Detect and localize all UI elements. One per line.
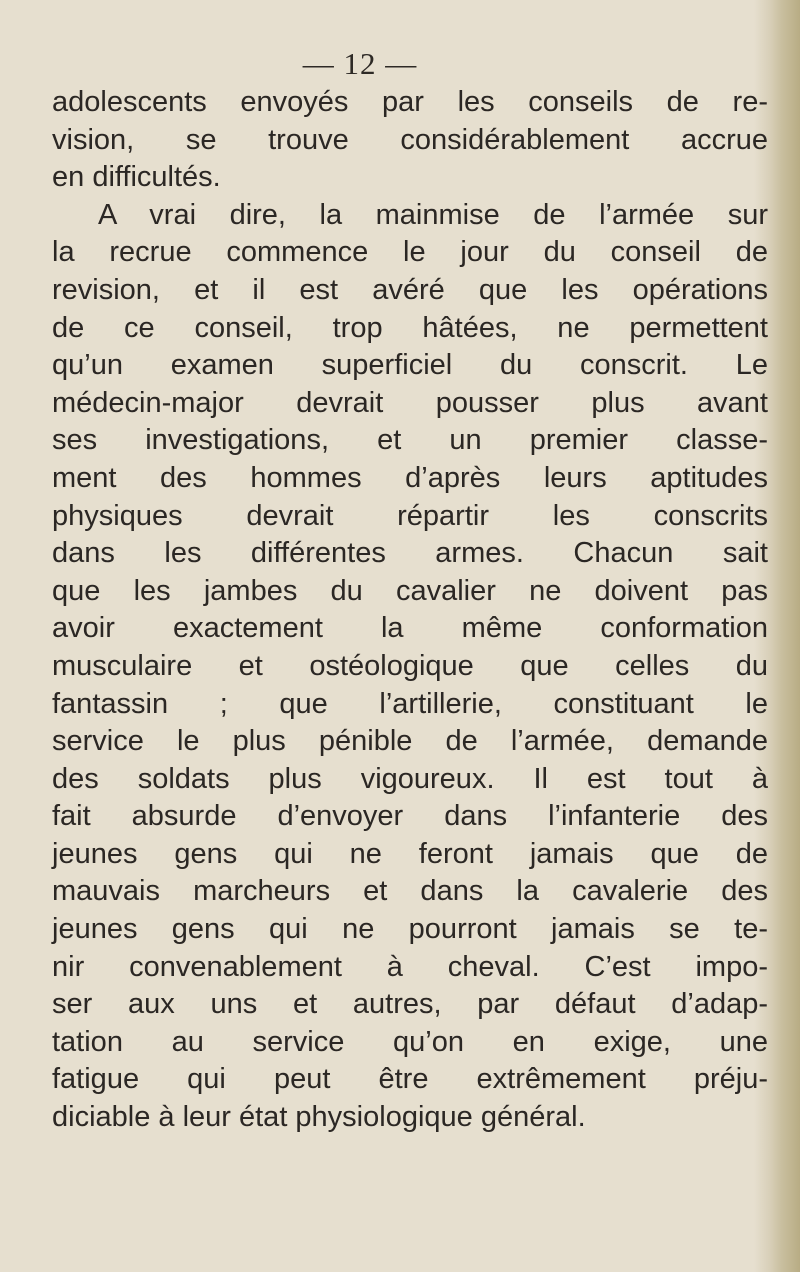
text-line: fantassin ; que l’artillerie, constituant le <box>52 687 768 720</box>
text-line: vision, se trouve considérablement accrue <box>52 123 768 156</box>
text-line: des soldats plus vigoureux. Il est tout à <box>52 762 768 795</box>
text-line: en difficultés. <box>52 161 221 194</box>
text-line: fatigue qui peut être extrêmement préju- <box>52 1063 768 1096</box>
text-line: physiques devrait répartir les conscrits <box>52 499 768 532</box>
text-line: avoir exactement la même conformation <box>52 612 768 645</box>
text-line: fait absurde d’envoyer dans l’infanterie des <box>52 800 768 833</box>
text-line: dans les différentes armes. Chacun sait <box>52 537 768 570</box>
text-line: revision, et il est avéré que les opérations <box>52 273 768 306</box>
text-line: jeunes gens qui ne feront jamais que de <box>52 837 768 870</box>
text-line: musculaire et ostéologique que celles du <box>52 649 768 682</box>
text-line: mauvais marcheurs et dans la cavalerie des <box>52 875 768 908</box>
text-line: adolescents envoyés par les conseils de re- <box>52 86 768 118</box>
text-line: qu’un examen superficiel du conscrit. Le <box>52 349 768 382</box>
text-line: que les jambes du cavalier ne doivent pas <box>52 574 768 607</box>
text-line: la recrue commence le jour du conseil de <box>52 236 768 269</box>
text-line: A vrai dire, la mainmise de l’armée sur <box>98 198 768 231</box>
text-line: diciable à leur état physiologique général. <box>52 1101 586 1134</box>
text-line: service le plus pénible de l’armée, demande <box>52 725 768 758</box>
text-line: de ce conseil, trop hâtées, ne permettent <box>52 311 768 344</box>
text-line: ment des hommes d’après leurs aptitudes <box>52 461 768 494</box>
text-line: ser aux uns et autres, par défaut d’adap- <box>52 988 768 1021</box>
text-line: ses investigations, et un premier classe- <box>52 424 768 457</box>
text-line: jeunes gens qui ne pourront jamais se te- <box>52 913 768 946</box>
body-text <box>52 84 768 1137</box>
page-number: — 12 — <box>302 46 418 81</box>
text-line: médecin-major devrait pousser plus avant <box>52 386 768 419</box>
text-line: nir convenablement à cheval. C’est impo- <box>52 950 768 983</box>
text-line: tation au service qu’on en exige, une <box>52 1025 768 1058</box>
